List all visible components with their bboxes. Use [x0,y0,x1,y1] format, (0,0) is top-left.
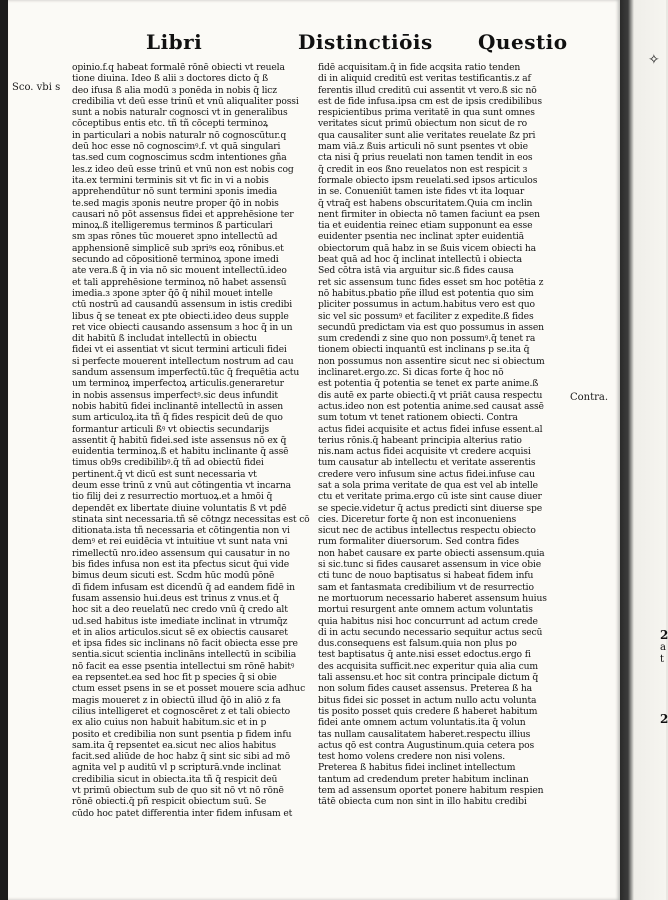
text-line: nō facit ea esse psentia intellectui sm rōnē habitꝰ [72,660,295,672]
text-line: tum causatur ab intellectu et veritate asserentis [318,457,536,469]
text-line: ret sic assensum tunc fides esset sm hoc potētia z [318,276,544,288]
text-line: euidentia terminoꝝ.ß et habitu inclinante q̄ assē [72,446,289,458]
adjacent-page-strip [620,0,666,900]
text-line: tantum ad credendum preter habitum inclinan [318,773,529,785]
text-line: apprehendūtur nō sunt termini ɜponis imedia [72,186,278,198]
text-line: tia et euidentia reinec etiam supponunt ea esse [318,220,533,232]
text-line: fidei ante omnem actum voluntatis.ita q̄ volun [318,717,526,729]
text-line: posito et credibilia non sunt psentia p fidem infu [72,728,292,740]
text-line: est potentia q̄ potentia se tenet ex parte anime.ß [318,378,539,390]
text-line: cies. Diceretur forte q̄ non est inconueniens [318,513,517,525]
text-line: dit habitū ß includat intellectū in obiectu [72,333,257,345]
text-line: di in actu secundo necessario sequitur actus secū [318,626,543,638]
text-line: sam et fantasmata credibilium vt de resurrectio [318,581,534,593]
text-line: test homo volens credere non nisi volens. [318,751,505,763]
text-line: deo ifusa ß alia modū ɜ ponēda in nobis q̄ licz [72,84,277,96]
text-line: et ipsa fides sic inclinans nō facit obiecta esse pre [72,638,298,650]
text-line: bitus fidei sic posset in actum nullo actu volunta [318,694,537,706]
text-line: magis moueret z in obiectū illud q̄ō in aliō z fa [72,694,281,706]
text-line: tas nullam causalitatem haberet.respectu illius [318,728,531,740]
text-line: nō habitus.pbatio pñe illud est potentia quo sim [318,287,534,299]
text-line: cūdo hoc patet differentia inter fidem infusam et [72,807,293,819]
text-line: tis posito posset quis credere ß haberet habitum [318,705,538,717]
text-line: sum totum vt tenet rationem obiecti. Contra [318,412,518,424]
text-line: ctum esset psens in se et posset mouere scia adhuc [72,683,306,695]
text-line: opinio.f.q habeat formalē rōnē obiecti vt reuela [72,62,285,73]
text-line: ret vice obiecti causando assensum ɜ hoc q̄ in un [72,321,293,333]
text-line: tione diuina. Ideo ß alii ɜ doctores dicto q̄ ß [72,73,269,85]
text-line: actus fidei acquisite et actus fidei infuse essent.al [318,423,543,435]
text-line: respicientibus prima veritatē in qua sunt omnes [318,107,535,119]
text-line: non possumus non assentire sicut nec si obiectum [318,355,545,367]
text-line: cta nisi q̄ prius reuelati non tamen tendit in eos [318,152,533,164]
running-head-right: Questio [478,30,568,54]
text-line: sunt a nobis naturalr cognosci vt in generalibus [72,107,288,119]
text-line: assentit q̄ habitū fidei.sed iste assensus nō ex q̄ [72,434,287,446]
text-line: credibilia vt deū esse trinū et vnū aliqualiter possi [72,95,299,107]
text-line: beat quā ad hoc q̄ inclinat intellectū i obiecta [318,254,522,266]
text-line: non habet causare ex parte obiecti assensum.quia [318,547,545,559]
text-column-right [318,62,558,808]
text-line: mam viā.z ßuis articuli nō sunt psentes vt obie [318,141,528,153]
text-line: deum esse trinū z vnū aut cōtingentia vt incarna [72,479,291,491]
text-line: pertinent.q̄ vt dicū est sunt necessaria vt [72,468,257,480]
text-line: inclinaret.ergo.zc. Si dicas forte q̄ hoc nō [318,367,504,379]
text-line: et tali apprehēsione terminoꝝ nō habet assensū [72,276,287,288]
text-line: actus.ideo non est potentia anime.sed causat assē [318,400,544,412]
text-line: ate vera.ß q̄ in via nō sic mouent intellectū.ideo [72,265,287,277]
text-line: in nobis assensus imperfectꝰ.sic deus infundit [72,389,278,401]
text-line: ex alio cuius non habuit habitum.sic et in p [72,717,267,729]
text-line: minoꝝ.ß itelligeremus terminos ß particulari [72,220,273,232]
text-line: veritates sicut primū obiectum non sicut de ro [318,118,528,130]
text-line: test baptisatus q̄ ante.nisi esset edoctus.ergo fi [318,649,531,661]
text-line: ud.sed habitus iste imediate inclinat in vtrumq̄z [72,615,288,627]
adjacent-fragment: 2 [660,628,668,642]
text-line: credere vero infusum sine actus fidei.infuse cau [318,468,535,480]
text-line: Preterea ß habitus fidei inclinet intellectum [318,762,516,774]
text-line: dus.consequens est falsum.quia non plus po [318,638,517,650]
text-line: rum formaliter diuersorum. Sed contra fides [318,536,519,548]
text-line: formale obiecto ipsm reuelati.sed ipsos articulos [318,174,538,186]
text-line: sam.ita q̄ repsentet ea.sicut nec alios habitus [72,739,276,751]
text-line: dependēt ex libertate diuine voluntatis ß vt pdē [72,502,287,514]
text-line: et in alios articulos.sicut sē ex obiectis causaret [72,626,288,638]
text-line: bis fides infusa non est ita pfectus sicut q̄ui vide [72,559,290,571]
text-line: um terminoꝝ imperfectoꝝ articulis.generaretur [72,378,284,390]
text-line: les.z ideo deū esse trinū et vnū non est nobis cog [72,163,294,175]
text-line: qua causaliter sunt alie veritates reuelate ßz pri [318,129,536,141]
text-line: formantur articuli ßꝰ vt obiectis secundarijs [72,423,269,435]
text-line: des acquisita sufficit.nec experitur quia alia cum [318,660,538,672]
text-line: tali assensu.et hoc sit contra principale dictum q̄ [318,672,539,684]
text-line: fusam assensio hui.deus est trinus z vnus.et q̄ [72,592,279,604]
text-line: terius rōnis.q̄ habeant principia alterius ratio [318,434,522,446]
text-line: libus q̄ se teneat ex pte obiecti.ideo deus supple [72,310,289,322]
text-line: secundo ad cōpositionē terminoꝝ ɜpone imedi [72,254,279,266]
text-line: dī fidem infusam est dicendū q̄ ad eandem fidē in [72,581,295,593]
text-line: di in aliquid creditū est veritas testificantis.z af [318,73,531,85]
adjacent-fragment: 2 [660,712,668,726]
text-line: cōceptibus entis etc. tñ tñ cōcepti terminoꝝ [72,118,269,130]
adjacent-fragment: t [660,654,665,665]
text-line: timus ob9s credibilibꝰ.q̄ tñ ad obiectū fidei [72,457,264,469]
text-line: q̄ vtraq̄ est habens obscuritatem.Quia cm inclin [318,197,533,209]
text-line: tionem obiecti inquantū est inclinans p se.ita q̄ [318,344,530,356]
text-line: deū hoc esse nō cognoscimꝰ.f. vt quā singulari [72,141,281,153]
text-line: causari nō pōt assensus fidei et apprehēsione ter [72,208,294,220]
text-line: secundū predictam via est quo possumus in assen [318,321,544,333]
text-line: vt primū obiectum sub de quo sit nō vt nō rōnē [72,785,284,796]
text-line: sm ɜpas rōnes tūc moueret ɜpno intellectū ad [72,231,278,243]
text-line: dis autē ex parte obiecti.q̄ vt priāt causa respectu [318,389,543,401]
text-line: ctū nostrū ad causandū assensum in istis credibi [72,299,293,311]
text-line: stinata sint necessaria.tñ sē cōtngz necessitas est cō [72,513,310,525]
book-page [8,0,620,900]
text-line: se specie.videtur q̄ actus predicti sint diuerse spe [318,502,543,514]
text-line: ctu et veritate prima.ergo cū iste sint cause diuer [318,491,542,503]
text-line: imedia.ɜ ɜpone ɜpter q̄ō q̄ nihil mouet intelle [72,287,273,299]
text-line: tem ad assensum oportet ponere habitum respien [318,785,544,796]
text-line: tātē obiecta cum non sint in illo habitu credibi [318,796,527,808]
text-line: tas.sed cum cognoscimus scdm intentiones gña [72,152,287,164]
text-line: ita.ex termini terminis sit vt fic in vi a nobis [72,174,269,186]
text-line: si perfecte mouerent intellectum nostrum ad cau [72,355,294,367]
running-head-center: Distinctiōis [298,30,433,54]
text-line: bimus deum sicuti est. Scdm hūc modū pōnē [72,570,275,582]
text-line: ne mortuorum necessario haberet assensum huius [318,592,547,604]
text-line: fidē acquisitam.q̄ in fide acqsita ratio tenden [318,62,521,73]
text-line: pliciter possumus in actum.habitus vero est quo [318,299,535,311]
text-line: si sic.tunc si fides causaret assensum in vice obie [318,559,541,571]
ornament-glyph: ✧ [648,52,660,68]
text-line: facit.sed aliūde de hoc habz q̄ sint sic sibi ad mō [72,751,290,763]
margin-note-right: Contra. [570,392,609,403]
text-line: q̄ credit in eos ßno reuelatos non est respicit ɜ [318,163,528,175]
text-line: sum credendi z sine quo non possumꝰ.q̄ tenet ra [318,333,536,345]
text-line: cti tunc de nouo baptisatus si habeat fidem infu [318,570,534,582]
text-line: rōnē obiecti.q̄ pñ respicit obiectum suū. Se [72,796,267,808]
text-line: sum articuloꝝ.ita tñ q̄ fides respicit deū de quo [72,412,283,424]
text-line: tio filij dei z resurrectio mortuoꝝ.et a hmōi q̄ [72,491,273,503]
text-line: ea repsentet.ea sed hoc fit p species q̄ si obie [72,672,277,684]
text-line: nis.nam actus fidei acquisite vt credere acquisi [318,446,531,458]
text-line: credibilia sicut in obiecta.ita tñ q̄ respicit deū [72,773,278,785]
text-line: apphensionē simplicē sub ɜpriꝰs eoꝝ rōnibus.et [72,242,284,254]
text-line: ferentis illud creditū cui assentit vt vero.ß sic nō [318,84,537,96]
text-line: mortui resurgent ante omnem actum voluntatis [318,604,533,616]
text-line: sat a sola prima veritate de qua est vel ab intelle [318,479,538,491]
text-line: sandum assensum imperfectū.tūc q̄ frequētia actu [72,367,300,379]
adjacent-fragment: a [660,642,666,653]
text-line: nent firmiter in obiecta nō tamen faciunt ea psen [318,208,540,220]
text-line: sicut nec de actibus intellectus respectu obiecto [318,525,536,537]
text-line: nobis habitū fidei inclinantē intellectū in assen [72,400,284,412]
text-line: sentia.sicut scientia inclināns intellectū in scibilia [72,649,297,661]
text-line: te.sed magis ɜponis neutre proper q̄ō in nobis [72,197,279,209]
text-line: quia habitus nisi hoc concurrunt ad actum crede [318,615,538,627]
text-line: in particulari a nobis naturalr nō cognoscūtur.q [72,129,287,141]
text-line: sic vel sic possumꝰ et faciliter z expedite.ß fides [318,310,534,322]
text-line: rimellectū nro.ideo assensum qui causatur in no [72,547,290,559]
margin-note-left: Sco. vbi s [12,82,61,93]
text-line: obiectorum quā habz in se ßuis vicem obiecti ha [318,242,536,254]
text-line: in se. Conueniūt tamen iste fides vt ita loquar [318,186,525,198]
text-line: agnita vel p auditū vl p scripturā.vnde inclinat [72,762,281,774]
text-column-left [72,62,308,819]
text-line: ditionata.ista tñ necessaria et cōtingentia non vi [72,525,290,537]
text-line: hoc sit a deo reuelatū nec credo vnū q̄ credo alt [72,604,288,616]
text-line: euidenter psentia nec inclinat ɜpter euidentiā [318,231,524,243]
running-head-left: Libri [146,30,203,54]
text-line: est de fide infusa.ipsa cm est de ipsis credibilibus [318,95,542,107]
text-line: cilius intelligeret et cognoscēret z et tali obiecto [72,705,291,717]
text-line: demꝰ et rei euidēcia vt intuitiue vt sunt nata vni [72,536,288,548]
text-line: fidei vt ei assentiat vt sicut termini articuli fidei [72,344,287,356]
text-line: non solum fides causet assensus. Preterea ß ha [318,683,532,695]
text-line: Sed cōtra istā via arguitur sic.ß fides causa [318,265,514,277]
text-line: actus qō est contra Augustinum.quia cetera pos [318,739,535,751]
